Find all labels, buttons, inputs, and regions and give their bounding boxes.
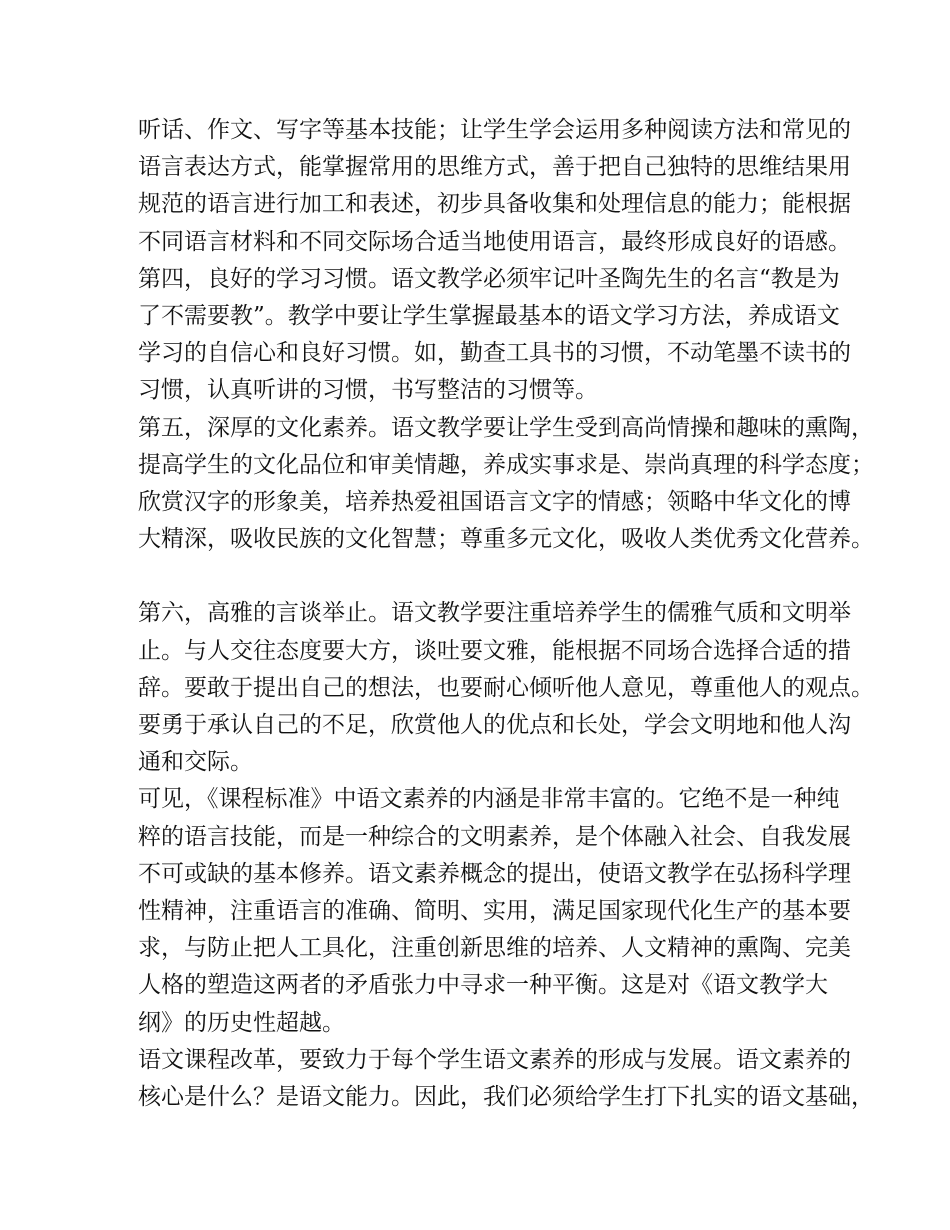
paragraph-gap xyxy=(138,558,828,595)
text-line: 不同语言材料和不同交际场合适当地使用语言，最终形成良好的语感。 xyxy=(138,228,851,255)
text-line: 粹的语言技能，而是一种综合的文明素养，是个体融入社会、自我发展 xyxy=(138,823,851,850)
text-line: 第五，深厚的文化素养。语文教学要让学生受到高尚情操和趣味的熏陶， xyxy=(138,414,874,441)
text-block-2 xyxy=(138,595,874,1116)
text-line: 要勇于承认自己的不足，欣赏他人的优点和长处，学会文明地和他人沟 xyxy=(138,712,851,738)
text-line: 规范的语言进行加工和表述，初步具备收集和处理信息的能力；能根据 xyxy=(138,191,851,218)
text-line: 了不需要教”。教学中要让学生掌握最基本的语文学习方法，养成语文 xyxy=(138,302,840,329)
text-line: 可见，《课程标准》中语文素养的内涵是非常丰富的。它绝不是一种纯 xyxy=(138,786,840,813)
text-line: 习惯，认真听讲的习惯，书写整洁的习惯等。 xyxy=(138,377,598,404)
text-line: 纲》的历史性超越。 xyxy=(138,1009,345,1036)
text-line: 不可或缺的基本修养。语文素养概念的提出，使语文教学在弘扬科学理 xyxy=(138,860,851,887)
text-line: 核心是什么？是语文能力。因此，我们必须给学生打下扎实的语文基础， xyxy=(138,1083,874,1110)
text-line: 求，与防止把人工具化，注重创新思维的培养、人文精神的熏陶、完美 xyxy=(138,935,851,962)
text-line: 学习的自信心和良好习惯。如，勤查工具书的习惯，不动笔墨不读书的 xyxy=(138,340,851,367)
document-body xyxy=(138,112,874,1116)
text-line: 第四，良好的学习习惯。语文教学必须牢记叶圣陶先生的名言“教是为 xyxy=(138,265,840,292)
text-line: 人格的塑造这两者的矛盾张力中寻求一种平衡。这是对《语文教学大 xyxy=(138,972,828,999)
text-line: 听话、作文、写字等基本技能；让学生学会运用多种阅读方法和常见的 xyxy=(138,117,851,143)
text-line: 辞。要敢于提出自己的想法，也要耐心倾听他人意见，尊重他人的观点。 xyxy=(138,674,874,701)
text-line: 第六，高雅的言谈举止。语文教学要注重培养学生的儒雅气质和文明举 xyxy=(138,600,851,627)
text-line: 提高学生的文化品位和审美情趣，养成实事求是、崇尚真理的科学态度； xyxy=(138,451,874,478)
text-line: 通和交际。 xyxy=(138,749,253,776)
text-line: 止。与人交往态度要大方，谈吐要文雅，能根据不同场合选择合适的措 xyxy=(138,637,851,664)
text-line: 语言表达方式，能掌握常用的思维方式，善于把自己独特的思维结果用 xyxy=(138,154,851,181)
text-line: 大精深，吸收民族的文化智慧；尊重多元文化，吸收人类优秀文化营养。 xyxy=(138,526,874,553)
text-line: 语文课程改革，要致力于每个学生语文素养的形成与发展。语文素养的 xyxy=(138,1046,851,1073)
text-line: 欣赏汉字的形象美，培养热爱祖国语言文字的情感；领略中华文化的博 xyxy=(138,488,851,515)
text-block-1 xyxy=(138,112,874,558)
text-line: 性精神，注重语言的准确、简明、实用，满足国家现代化生产的基本要 xyxy=(138,897,851,924)
